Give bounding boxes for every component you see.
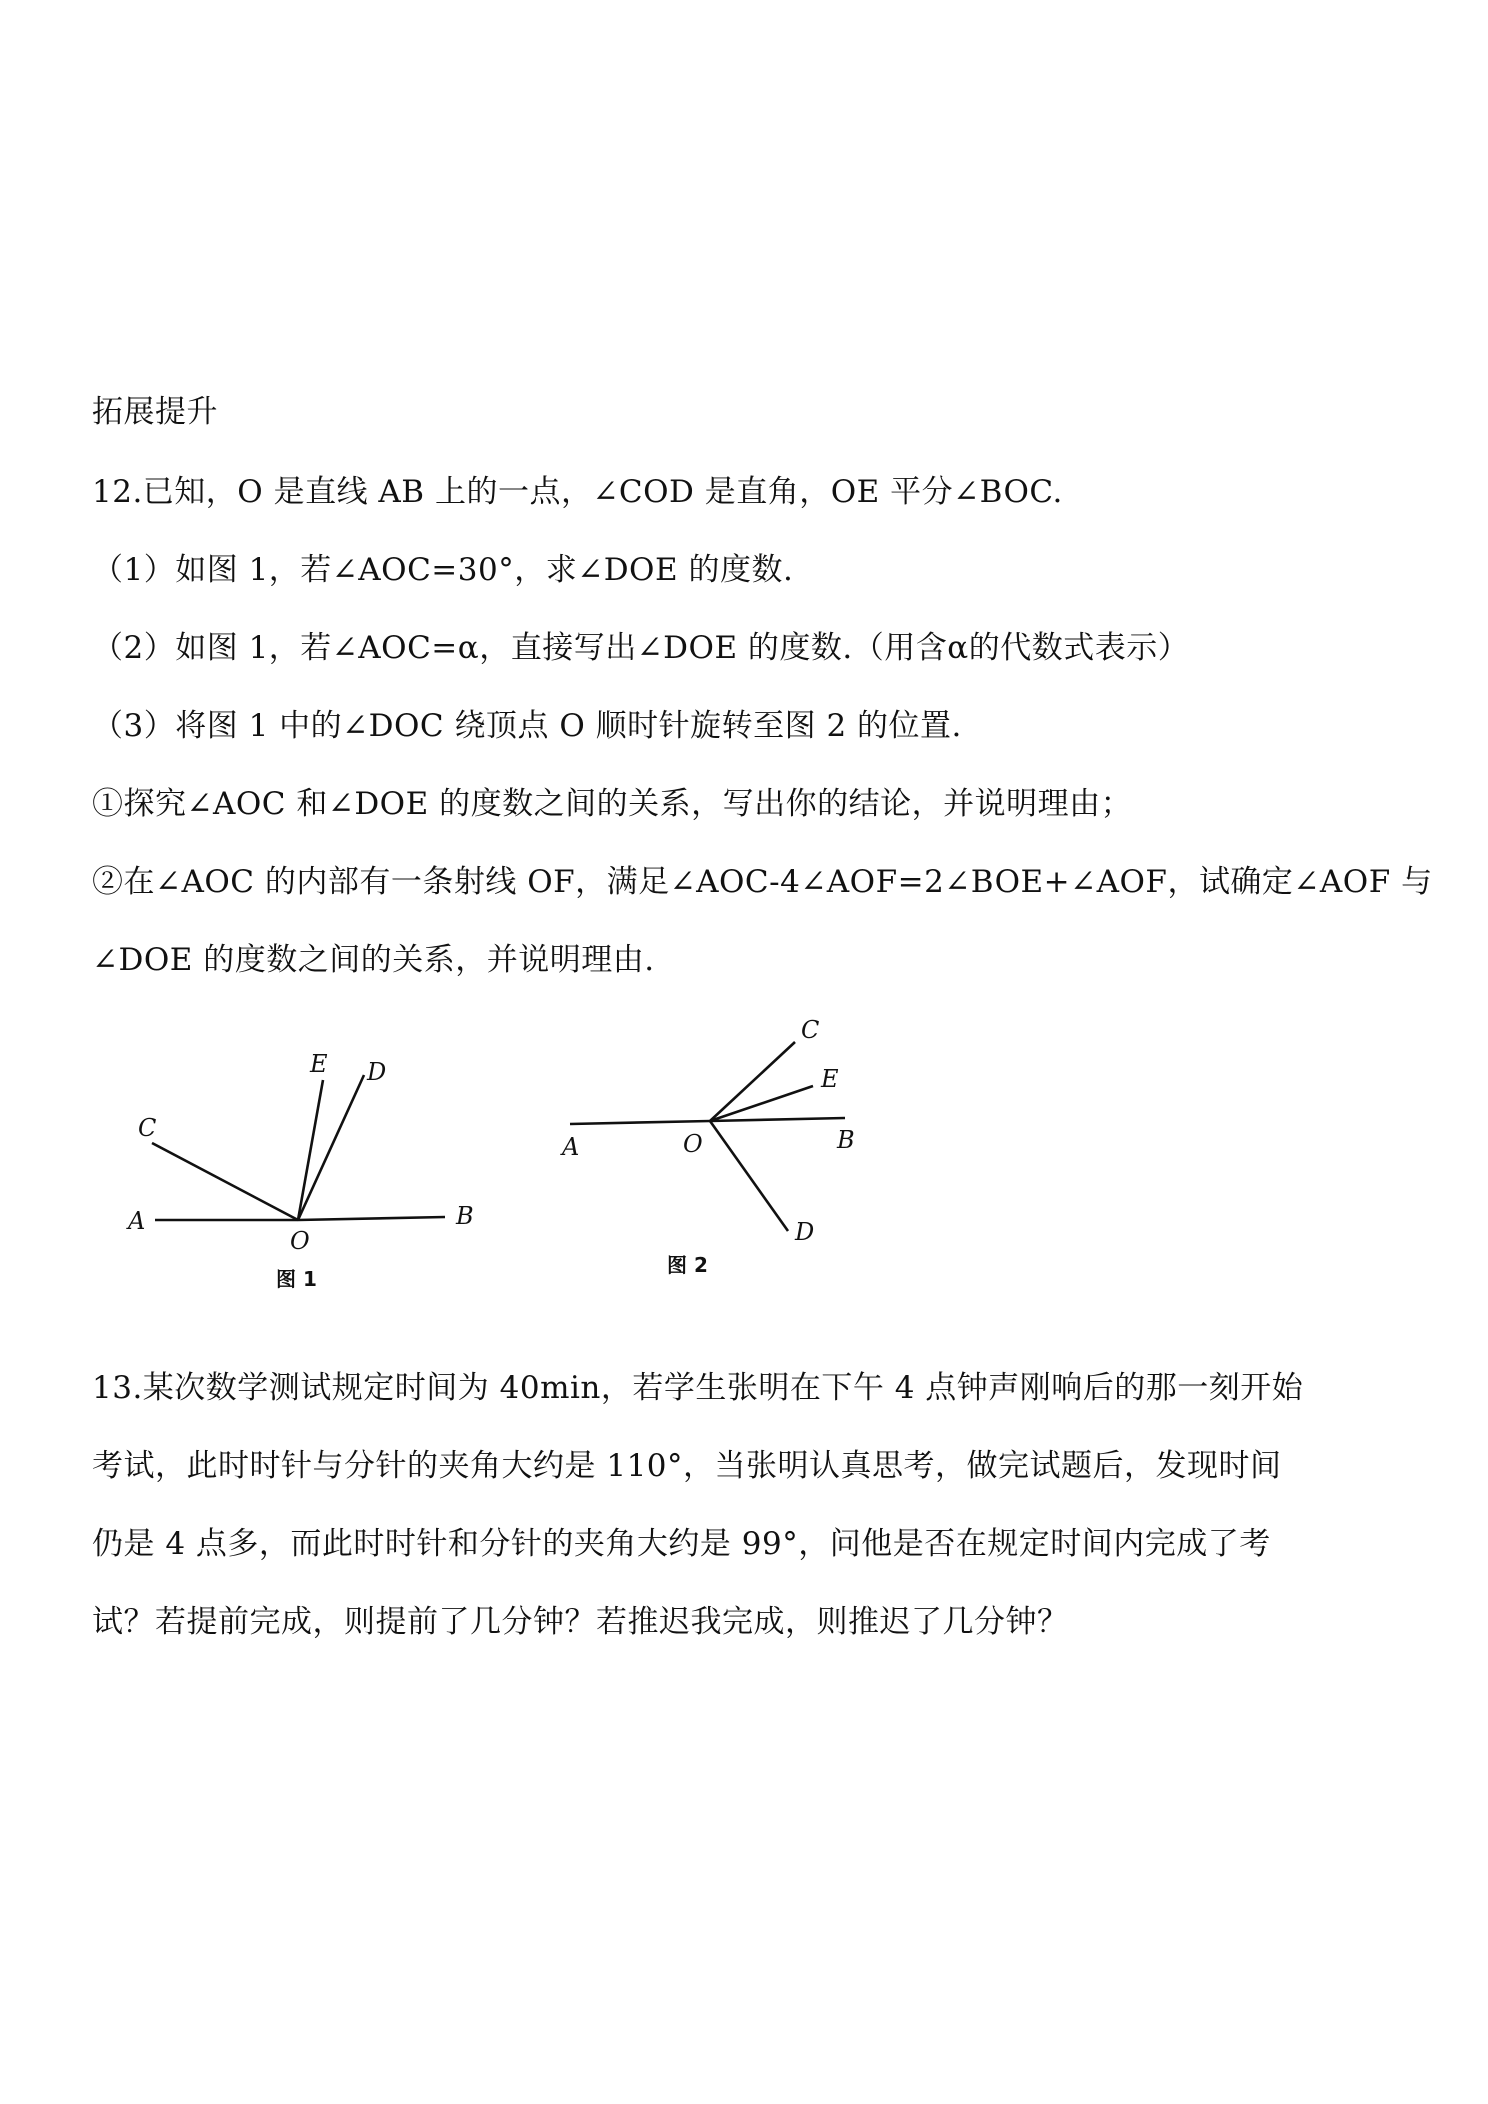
ray-ob — [298, 1217, 445, 1220]
problem12-part2: （2）如图 1，若∠AOC=α，直接写出∠DOE 的度数.（用含α的代数式表示） — [92, 630, 1190, 666]
figure-1 — [110, 1030, 510, 1300]
label-c: C — [138, 1114, 157, 1142]
ray-oc — [710, 1042, 795, 1121]
problem12-sub2-line1: ②在∠AOC 的内部有一条射线 OF，满足∠AOC-4∠AOF=2∠BOE+∠AOF，试确定∠AOF 与 — [92, 864, 1433, 900]
figure-2-drawing — [545, 1008, 885, 1278]
problem13-line2: 考试，此时时针与分针的夹角大约是 110°，当张明认真思考，做完试题后，发现时间 — [92, 1448, 1282, 1484]
ray-oe — [298, 1080, 323, 1220]
ray-oa — [570, 1121, 710, 1124]
label-d: D — [367, 1058, 387, 1086]
problem12-sub2-line2: ∠DOE 的度数之间的关系，并说明理由. — [92, 942, 655, 978]
problem13-line1: 13.某次数学测试规定时间为 40min，若学生张明在下午 4 点钟声刚响后的那一刻开始 — [92, 1370, 1304, 1406]
problem13-line4: 试？若提前完成，则提前了几分钟？若推迟我完成，则推迟了几分钟？ — [92, 1604, 1069, 1640]
label-o: O — [290, 1227, 310, 1255]
problem12-sub1: ①探究∠AOC 和∠DOE 的度数之间的关系，写出你的结论，并说明理由； — [92, 786, 1133, 822]
figure-1-caption: 图 1 — [276, 1267, 317, 1291]
label-b: B — [456, 1202, 474, 1230]
problem12-stem: 12.已知，O 是直线 AB 上的一点，∠COD 是直角，OE 平分∠BOC. — [92, 474, 1063, 510]
problem12-part3: （3）将图 1 中的∠DOC 绕顶点 O 顺时针旋转至图 2 的位置. — [92, 708, 962, 744]
label-a: A — [562, 1133, 580, 1161]
label-e: E — [310, 1050, 328, 1078]
label-d: D — [795, 1218, 815, 1246]
figure-2-caption: 图 2 — [667, 1253, 708, 1277]
label-b: B — [837, 1126, 855, 1154]
figure-2 — [545, 1008, 885, 1278]
ray-oe — [710, 1086, 813, 1121]
ray-oc — [152, 1143, 298, 1220]
section-title: 拓展提升 — [92, 394, 218, 430]
problem13-line3: 仍是 4 点多，而此时时针和分针的夹角大约是 99°，问他是否在规定时间内完成了考 — [92, 1526, 1271, 1562]
ray-ob — [710, 1118, 845, 1121]
figure-1-drawing — [110, 1030, 510, 1300]
label-o: O — [683, 1130, 703, 1158]
problem12-part1: （1）如图 1，若∠AOC=30°，求∠DOE 的度数. — [92, 552, 794, 588]
label-e: E — [821, 1065, 839, 1093]
ray-od — [710, 1121, 788, 1231]
label-c: C — [801, 1016, 820, 1044]
label-a: A — [128, 1207, 146, 1235]
ray-od — [298, 1075, 364, 1220]
